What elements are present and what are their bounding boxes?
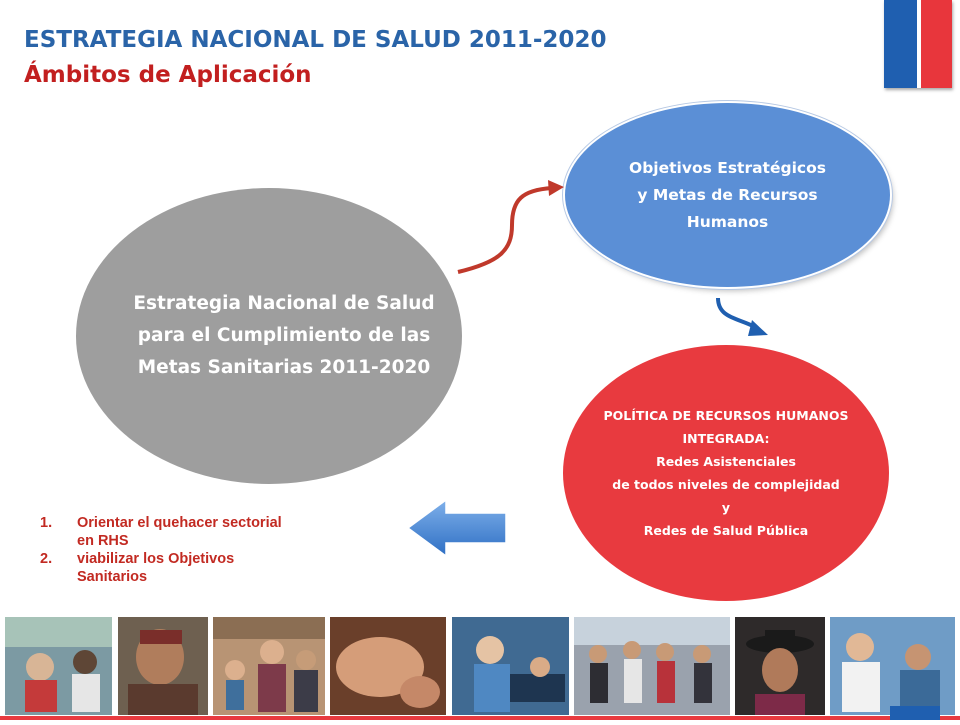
photo-strip xyxy=(0,612,960,720)
national-strategy-label: Estrategia Nacional de Salud para el Cumplimiento de las Metas Sanitarias 2011-2020 xyxy=(133,293,435,378)
list-item xyxy=(40,514,347,550)
curved-arrow-red-head xyxy=(548,180,564,196)
hr-policy-label: POLÍTICA DE RECURSOS HUMANOS INTEGRADA: Redes Asistenciales de todos niveles de complejidad y Redes de Salud Pública xyxy=(603,408,849,538)
curved-arrow-blue-head xyxy=(748,320,768,336)
photo-strip-graphics xyxy=(0,612,960,720)
footer-red-line xyxy=(0,716,960,720)
photo-dancing-crowd xyxy=(574,617,730,715)
list-item xyxy=(40,550,347,586)
photo-newborn-baby xyxy=(330,617,446,715)
list-text: viabilizar los Objetivos Sanitarios xyxy=(77,551,235,585)
left-block-arrow xyxy=(408,500,506,556)
objectives-list xyxy=(40,514,347,586)
list-text: Orientar el quehacer sectorial en RHS xyxy=(77,515,282,549)
photo-family-with-children xyxy=(213,617,325,715)
list-number: 2. xyxy=(40,551,53,567)
page-subtitle: Ámbitos de Aplicación xyxy=(24,62,312,88)
curved-arrow-blue xyxy=(718,298,755,327)
list-number: 1. xyxy=(40,515,53,531)
footer-blue-block xyxy=(890,706,940,720)
photo-girl-with-hat xyxy=(735,617,825,715)
objectives-label: Objetivos Estratégicos y Metas de Recursos Humanos xyxy=(629,158,826,231)
photo-children-health-check xyxy=(5,617,112,715)
photo-dental-care xyxy=(452,617,569,715)
photo-nurse-vaccination xyxy=(830,617,955,715)
curved-arrow-red xyxy=(458,188,552,272)
photo-elderly-woman-phone xyxy=(118,617,208,715)
page-title: ESTRATEGIA NACIONAL DE SALUD 2011-2020 xyxy=(24,27,607,53)
